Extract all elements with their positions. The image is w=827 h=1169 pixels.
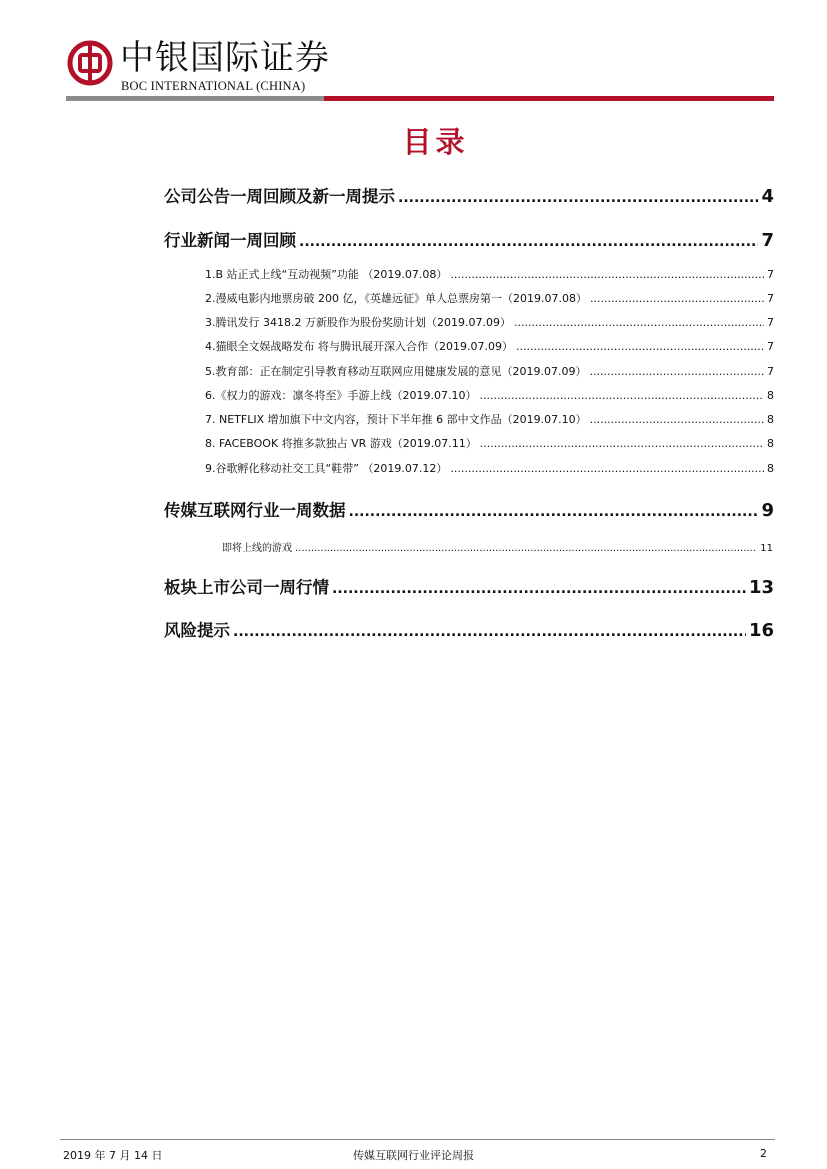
footer-report-title: 传媒互联网行业评论周报 <box>353 1149 474 1162</box>
toc-title: 目录 <box>402 125 469 159</box>
toc-page-number: 7 <box>767 340 774 353</box>
toc-subentry-2[interactable] <box>205 290 774 306</box>
toc-page-number: 8 <box>767 413 774 426</box>
toc-entry-text: 2.漫威电影内地票房破 200 亿，《英雄远征》单人总票房第一（2019.07.08） <box>205 292 587 305</box>
toc-leader <box>514 316 764 329</box>
toc-entry-text: 3.腾讯发行 3418.2 万新股作为股份奖励计划（2019.07.09） <box>205 316 511 329</box>
toc-page-number: 7 <box>767 268 774 281</box>
toc-page-number: 7 <box>767 316 774 329</box>
footer-page-number: 2 <box>760 1147 767 1160</box>
toc-leader <box>516 340 764 353</box>
toc-entry-risk-warning[interactable] <box>164 617 774 641</box>
toc-leader <box>450 268 764 281</box>
toc-leader <box>398 190 758 206</box>
toc-entry-weekly-data[interactable] <box>164 497 774 521</box>
toc-page-number: 8 <box>767 462 774 475</box>
brand-name-cn: 中银国际证券 <box>120 38 330 78</box>
toc-leader <box>295 543 757 554</box>
toc-entry-text: 即将上线的游戏 <box>222 543 292 554</box>
toc-entry-text: 7. NETFLIX 增加旗下中文内容，预计下半年推 6 部中文作品（2019.07.10） <box>205 413 587 426</box>
toc-page-number: 8 <box>767 389 774 402</box>
toc-leader <box>589 365 764 378</box>
toc-subentry-6[interactable] <box>205 387 774 403</box>
toc-entry-industry-news[interactable] <box>164 227 774 251</box>
toc-subentry-3[interactable] <box>205 314 774 330</box>
toc-entry-text: 8. FACEBOOK 将推多款独占 VR 游戏（2019.07.11） <box>205 437 477 450</box>
toc-page-number: 7 <box>767 292 774 305</box>
brand-name-en: BOC INTERNATIONAL (CHINA) <box>121 79 306 93</box>
toc-entry-text: 风险提示 <box>164 621 230 640</box>
toc-entry-text: 公司公告一周回顾及新一周提示 <box>164 187 395 206</box>
footer-date: 2019 年 7 月 14 日 <box>63 1149 163 1162</box>
toc-leader <box>480 437 764 450</box>
toc-leader <box>349 504 759 520</box>
toc-leader <box>590 413 764 426</box>
toc-entry-text: 4.猫眼全文娱战略发布 将与腾讯展开深入合作（2019.07.09） <box>205 340 513 353</box>
toc-subentry-4[interactable] <box>205 338 774 354</box>
toc-entry-listed-companies[interactable] <box>164 574 774 598</box>
toc-leader <box>299 234 758 250</box>
toc-entry-text: 传媒互联网行业一周数据 <box>164 501 346 520</box>
header-rule <box>66 96 774 101</box>
toc-page-number: 7 <box>767 365 774 378</box>
toc-subentry-1[interactable] <box>205 266 774 282</box>
toc-entry-text: 6.《权力的游戏：凛冬将至》手游上线（2019.07.10） <box>205 389 477 402</box>
toc-leader <box>590 292 764 305</box>
toc-entry-announcements[interactable] <box>164 183 774 207</box>
toc-subentry-upcoming-games[interactable] <box>222 539 773 554</box>
toc-entry-text: 行业新闻一周回顾 <box>164 231 296 250</box>
toc-subentry-7[interactable] <box>205 411 774 427</box>
toc-page-number: 11 <box>760 543 773 554</box>
toc-entry-text: 9.谷歌孵化移动社交工具“鞋带” （2019.07.12） <box>205 462 448 475</box>
toc-page-number: 9 <box>761 500 774 521</box>
toc-subentry-9[interactable] <box>205 460 774 476</box>
toc-entry-text: 板块上市公司一周行情 <box>164 578 329 597</box>
toc-leader <box>479 389 764 402</box>
toc-page-number: 7 <box>761 230 774 251</box>
toc-subentry-8[interactable] <box>205 435 774 451</box>
toc-leader <box>332 581 746 597</box>
footer-rule <box>60 1139 775 1140</box>
toc-page-number: 13 <box>748 577 774 598</box>
toc-leader <box>233 624 746 640</box>
toc-page-number: 8 <box>767 437 774 450</box>
toc-leader <box>450 462 764 475</box>
toc-entry-text: 1.B 站正式上线“互动视频”功能 （2019.07.08） <box>205 268 448 281</box>
toc-page-number: 16 <box>748 620 774 641</box>
toc-entry-text: 5.教育部：正在制定引导教育移动互联网应用健康发展的意见（2019.07.09） <box>205 365 587 378</box>
toc-subentry-5[interactable] <box>205 363 774 379</box>
toc-page-number: 4 <box>761 186 774 207</box>
boc-logo-icon <box>67 40 113 86</box>
